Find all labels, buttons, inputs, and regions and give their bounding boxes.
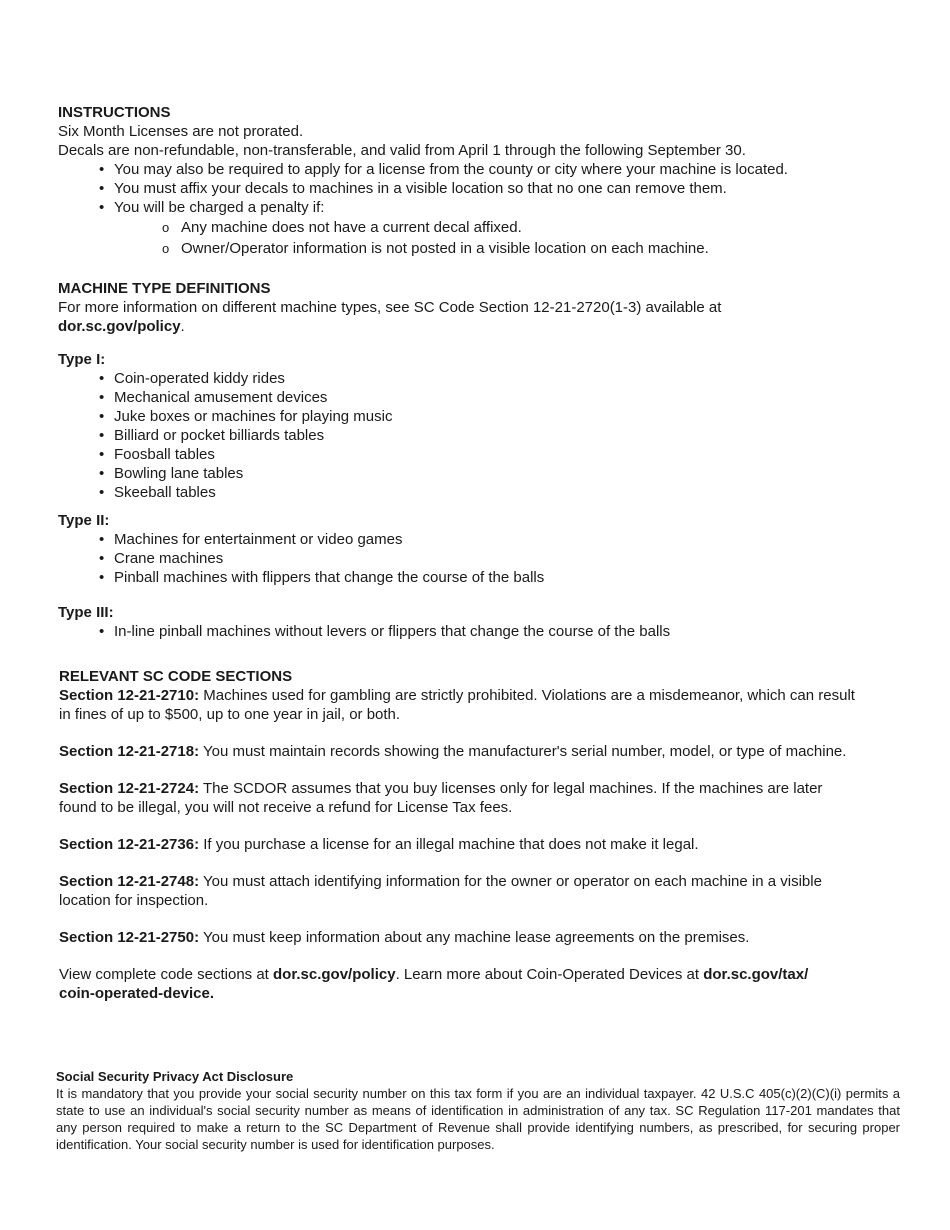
list-item: • Foosball tables — [114, 445, 858, 464]
list-item: • Skeeball tables — [114, 483, 858, 502]
code-section-item — [59, 872, 859, 910]
type-3-block — [58, 603, 858, 641]
instructions-bullet-list — [58, 160, 858, 217]
list-item: • Bowling lane tables — [114, 464, 858, 483]
type-2-list — [58, 530, 858, 587]
coin-operated-device-link[interactable]: dor.sc.gov/tax/ — [703, 966, 809, 983]
list-item: o Any machine does not have a current decal affixed. — [181, 217, 858, 238]
policy-link[interactable]: dor.sc.gov/policy — [273, 966, 396, 983]
type-1-title: Type I: — [58, 351, 106, 368]
code-section-text: You must keep information about any machine lease agreements on the premises. — [199, 929, 750, 946]
list-item: • You will be charged a penalty if: — [114, 198, 858, 217]
code-section-item — [59, 742, 859, 761]
code-section-text: You must maintain records showing the manufacturer's serial number, model, or type of machine. — [199, 743, 847, 760]
code-section-text: You must attach identifying information for the owner or operator on each machine in a visible location for inspection. — [59, 873, 822, 909]
code-sections-section — [59, 667, 859, 1021]
instructions-section — [58, 103, 858, 259]
code-section-item — [59, 779, 859, 817]
code-section-label: Section 12-21-2724: — [59, 780, 200, 797]
policy-link[interactable]: dor.sc.gov/policy — [58, 318, 181, 335]
list-item: • Crane machines — [114, 549, 858, 568]
list-item: o Owner/Operator information is not posted in a visible location on each machine. — [181, 238, 858, 259]
code-sections-heading: RELEVANT SC CODE SECTIONS — [59, 668, 293, 685]
penalty-sub-list — [58, 217, 858, 259]
code-section-label: Section 12-21-2710: — [59, 687, 200, 704]
definitions-intro: For more information on different machine types, see SC Code Section 12-21-2720(1-3) available at — [58, 299, 722, 316]
list-item: • Coin-operated kiddy rides — [114, 369, 858, 388]
type-1-list — [58, 369, 858, 502]
list-item: • Machines for entertainment or video games — [114, 530, 858, 549]
code-section-label: Section 12-21-2748: — [59, 873, 200, 890]
code-section-item — [59, 686, 859, 724]
list-item: • You must affix your decals to machines in a visible location so that no one can remove them. — [114, 179, 858, 198]
view-code-sections-note: View complete code sections at dor.sc.gov/policy. Learn more about Coin-Operated Devices at dor.sc.gov/tax/ coin-operated-device. — [59, 966, 809, 1002]
type-3-list — [58, 622, 858, 641]
list-item: • You may also be required to apply for a license from the county or city where your machine is located. — [114, 160, 858, 179]
code-section-text: The SCDOR assumes that you buy licenses only for legal machines. If the machines are later found to be illegal, you will not receive a refund for License Tax fees. — [59, 780, 823, 816]
privacy-title: Social Security Privacy Act Disclosure — [56, 1069, 294, 1084]
list-item: • Mechanical amusement devices — [114, 388, 858, 407]
privacy-disclosure — [56, 1068, 900, 1153]
code-section-label: Section 12-21-2736: — [59, 836, 200, 853]
coin-operated-device-link-cont[interactable]: coin-operated-device. — [59, 985, 215, 1002]
type-1-block — [58, 350, 858, 502]
type-2-block — [58, 511, 858, 587]
list-item: • Pinball machines with flippers that change the course of the balls — [114, 568, 858, 587]
instructions-line-2: Decals are non-refundable, non-transferable, and valid from April 1 through the following September 30. — [58, 142, 746, 159]
type-3-title: Type III: — [58, 604, 114, 621]
code-section-label: Section 12-21-2750: — [59, 929, 200, 946]
code-section-text: Machines used for gambling are strictly prohibited. Violations are a misdemeanor, which can result in fines of up to $500, up to one year in jail, or both. — [59, 687, 855, 723]
privacy-text: It is mandatory that you provide your social security number on this tax form if you are an individual taxpayer. 42 U.S.C 405(c)(2)(C)(i) permits a state to use an individual's social security number as means of identification in administration of any tax. SC Regulation 117-201 mandates that any person required to make a return to the SC Department of Revenue shall provide identifying numbers, as prescribed, for securing proper identification. Your social security number is used for identification purposes. — [56, 1086, 900, 1152]
list-item: • Billiard or pocket billiards tables — [114, 426, 858, 445]
instructions-line-1: Six Month Licenses are not prorated. — [58, 123, 304, 140]
instructions-heading: INSTRUCTIONS — [58, 104, 171, 121]
code-section-item — [59, 928, 859, 947]
list-item: • In-line pinball machines without levers or flippers that change the course of the balls — [114, 622, 858, 641]
list-item: • Juke boxes or machines for playing music — [114, 407, 858, 426]
code-section-item — [59, 835, 859, 854]
definitions-section — [58, 279, 858, 336]
definitions-heading: MACHINE TYPE DEFINITIONS — [58, 280, 271, 297]
code-section-text: If you purchase a license for an illegal machine that does not make it legal. — [199, 836, 699, 853]
type-2-title: Type II: — [58, 512, 110, 529]
definitions-intro-link-line: dor.sc.gov/policy. — [58, 318, 185, 335]
code-section-label: Section 12-21-2718: — [59, 743, 200, 760]
